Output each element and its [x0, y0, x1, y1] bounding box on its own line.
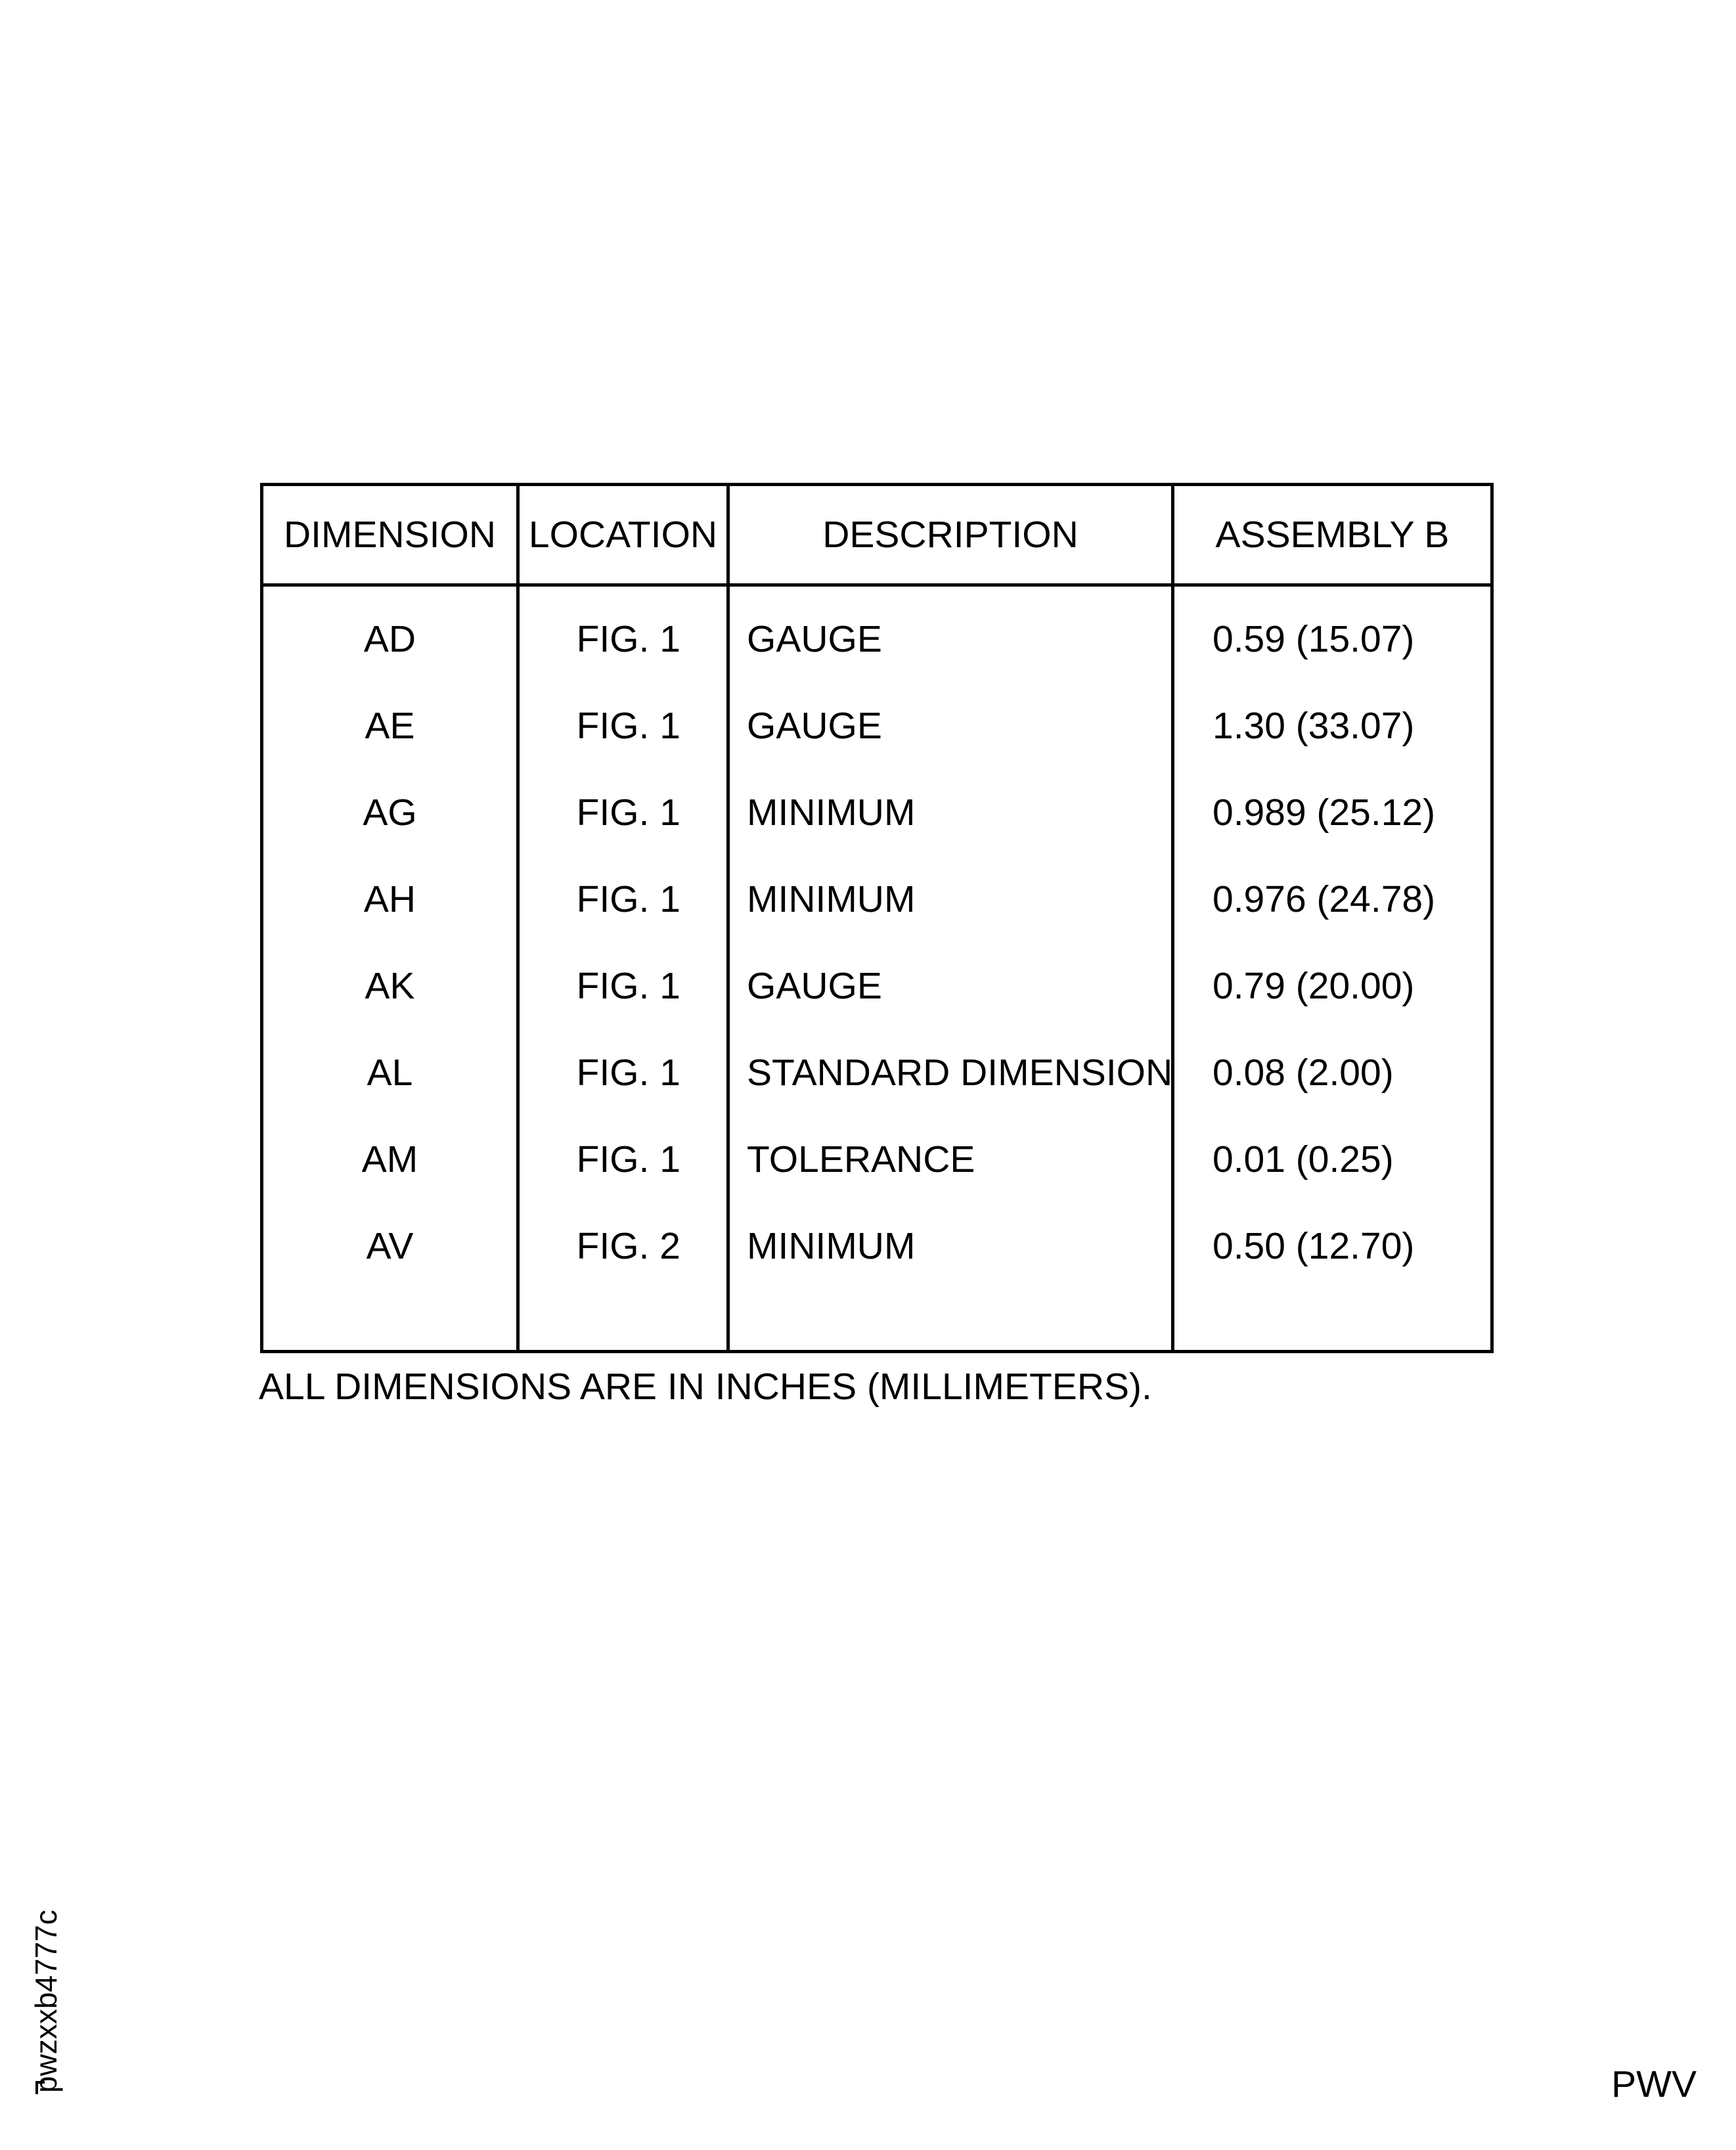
side-id-text: pwzxxb4777c	[29, 1910, 63, 2093]
spacer-cell	[728, 1289, 1173, 1352]
cell-dimension: AL	[262, 1029, 518, 1116]
header-location: LOCATION	[518, 485, 728, 585]
table-header-row	[262, 485, 1492, 585]
cell-location: FIG. 1	[518, 856, 728, 943]
cell-dimension: AK	[262, 943, 518, 1029]
cell-description: TOLERANCE	[728, 1116, 1173, 1203]
table-row	[262, 1029, 1492, 1116]
spacer-cell	[518, 1289, 728, 1352]
header-dimension: DIMENSION	[262, 485, 518, 585]
cell-assembly-b: 1.30 (33.07)	[1173, 683, 1492, 769]
cell-location: FIG. 1	[518, 585, 728, 683]
cell-location: FIG. 2	[518, 1203, 728, 1289]
header-description: DESCRIPTION	[728, 485, 1173, 585]
cell-location: FIG. 1	[518, 1029, 728, 1116]
cell-dimension: AH	[262, 856, 518, 943]
footer-code: PWV	[1611, 2063, 1697, 2105]
cell-assembly-b: 0.59 (15.07)	[1173, 585, 1492, 683]
table-row	[262, 683, 1492, 769]
cell-assembly-b: 0.989 (25.12)	[1173, 769, 1492, 856]
table-row	[262, 585, 1492, 683]
units-note: ALL DIMENSIONS ARE IN INCHES (MILLIMETERS).	[259, 1366, 1152, 1408]
cell-description: STANDARD DIMENSION	[728, 1029, 1173, 1116]
spacer-cell	[262, 1289, 518, 1352]
cell-assembly-b: 0.01 (0.25)	[1173, 1116, 1492, 1203]
header-assembly-b: ASSEMBLY B	[1173, 485, 1492, 585]
cell-location: FIG. 1	[518, 683, 728, 769]
dimensions-table	[260, 483, 1494, 1353]
cell-dimension: AG	[262, 769, 518, 856]
cell-dimension: AM	[262, 1116, 518, 1203]
cell-description: GAUGE	[728, 585, 1173, 683]
cell-description: MINIMUM	[728, 856, 1173, 943]
cell-dimension: AD	[262, 585, 518, 683]
side-id-label	[25, 1885, 78, 2095]
table-bottom-spacer	[262, 1289, 1492, 1352]
cell-description: GAUGE	[728, 683, 1173, 769]
table-row	[262, 769, 1492, 856]
cell-description: MINIMUM	[728, 1203, 1173, 1289]
cell-dimension: AE	[262, 683, 518, 769]
cell-location: FIG. 1	[518, 943, 728, 1029]
table-row	[262, 1116, 1492, 1203]
cell-assembly-b: 0.976 (24.78)	[1173, 856, 1492, 943]
cell-assembly-b: 0.79 (20.00)	[1173, 943, 1492, 1029]
spacer-cell	[1173, 1289, 1492, 1352]
cell-assembly-b: 0.08 (2.00)	[1173, 1029, 1492, 1116]
table-row	[262, 1203, 1492, 1289]
table-row	[262, 856, 1492, 943]
table-row	[262, 943, 1492, 1029]
cell-dimension: AV	[262, 1203, 518, 1289]
cell-description: GAUGE	[728, 943, 1173, 1029]
cell-assembly-b: 0.50 (12.70)	[1173, 1203, 1492, 1289]
cell-location: FIG. 1	[518, 1116, 728, 1203]
cell-description: MINIMUM	[728, 769, 1173, 856]
cell-location: FIG. 1	[518, 769, 728, 856]
